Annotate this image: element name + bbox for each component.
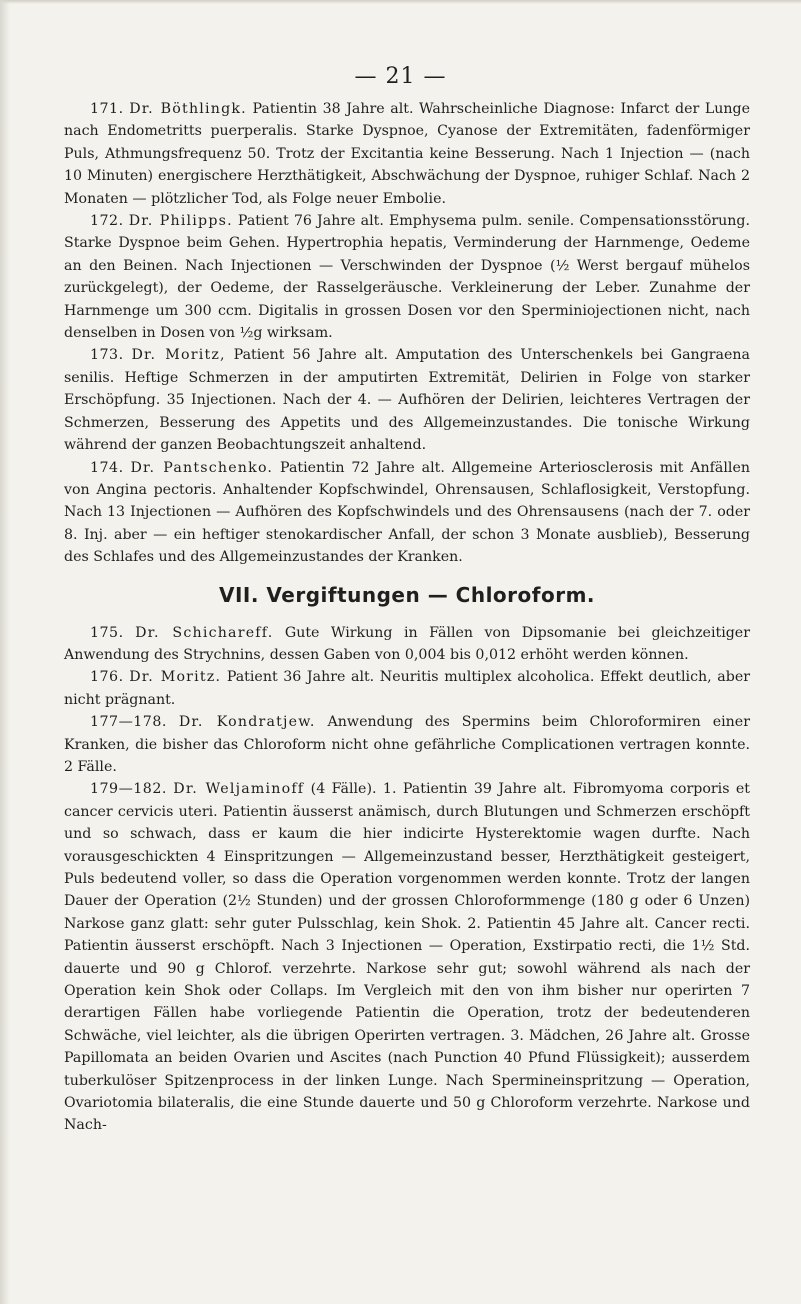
- entry-author: Dr. Schichareff.: [135, 624, 274, 641]
- entry-text: Patientin 72 Jahre alt. Allgemeine Arteriosclerosis mit Anfällen von Angina pectoris. Anhaltender Kopfschwindel, Ohrensausen, Schlaflosigkeit, Verstopfung. Nach 13 Injectionen — Aufhören des Kopfschwindels und des Ohrensausens (nach der 7. oder 8. Inj. aber — ein heftiger stenokardischer Anfall, der schon 3 Monate ausblieb), Besserung des Schlafes und des Allgemeinzustandes der Kranken.: [64, 459, 751, 566]
- entry-number: 174.: [90, 459, 124, 476]
- entry-text: Anwendung des Spermins beim Chloroformiren einer Kranken, die bisher das Chloroform nicht ohne gefährliche Complicationen vertragen konnte. 2 Fälle.: [64, 714, 750, 775]
- entry-number: 177—178.: [90, 714, 167, 731]
- entry-number: 175.: [90, 624, 124, 641]
- entry-text: Patient 56 Jahre alt. Amputation des Unterschenkels bei Gangraena senilis. Heftige Schmerzen in der amputirten Extremität, Delirien in Folge von starker Erschöpfung. 35 Injectionen. Nach der 4. — Aufhören der Delirien, leichteres Vertragen der Schmerzen, Besserung des Appetits und des Allgemeinzustandes. Die tonische Wirkung während der ganzen Beobachtungszeit anhaltend.: [64, 347, 751, 454]
- entry-author: Dr. Pantschenko.: [130, 459, 274, 476]
- entry-text: Patient 76 Jahre alt. Emphysema pulm. senile. Compensationsstörung. Starke Dyspnoe beim Gehen. Hypertrophia hepatis, Verminderung der Harnmenge, Oedeme an den Beinen. Nach Injectionen — Verschwinden der Dyspnoe (½ Werst bergauf mühelos zurückgelegt), der Oedeme, der Rasselgeräusche. Verkleinerung der Leber. Zunahme der Harnmenge um 300 ccm. Digitalis in grossen Dosen vor den Sperminiojectionen nicht, nach denselben in Dosen von ½g wirksam.: [64, 213, 751, 342]
- case-entry: [64, 622, 750, 667]
- case-entry: [64, 210, 750, 344]
- entry-text: (4 Fälle). 1. Patientin 39 Jahre alt. Fibromyoma corporis et cancer cervicis uteri. Patientin äusserst anämisch, durch Blutungen und Schmerzen erschöpft und so schwach, dass er kaum die hier indicirte Hysterektomie wagen durfte. Nach vorausgeschickten 4 Einspritzungen — Allgemeinzustand besser, Herzthätigkeit gesteigert, Puls bedeutend voller, so dass die Operation vorgenommen werden konnte. Trotz der langen Dauer der Operation (2½ Stunden) und der grossen Chloroformmenge (180 g oder 6 Unzen) Narkose ganz glatt: sehr guter Pulsschlag, kein Shok. 2. Patientin 45 Jahre alt. Cancer recti. Patientin äusserst erschöpft. Nach 3 Injectionen — Operation, Exstirpatio recti, die 1½ Std. dauerte und 90 g Chlorof. verzehrte. Narkose sehr gut; sowohl während als nach der Operation kein Shok oder Collaps. Im Vergleich mit den von ihm bisher nur operirten 7 derartigen Fällen habe vorliegende Patientin die Operation, trotz der bedeutenderen Schwäche, viel leichter, als die übrigen Operirten vertragen. 3. Mädchen, 26 Jahre alt. Grosse Papillomata an beiden Ovarien und Ascites (nach Punction 40 Pfund Flüssigkeit); ausserdem tuberkulöser Spitzenprocess in der linken Lunge. Nach Spermineinspritzung — Operation, Ovariotomia bilateralis, die eine Stunde dauerte und 50 g Chloroform verzehrte. Narkose und Nach-: [64, 781, 750, 1134]
- entry-author: Dr. Kondratjew.: [178, 714, 316, 731]
- scan-shadow-left: [0, 0, 10, 1304]
- section-heading: VII. Vergiftungen — Chloroform.: [218, 582, 596, 607]
- case-entry: [64, 98, 750, 210]
- entry-text: Patientin 38 Jahre alt. Wahrscheinliche Diagnose: Infarct der Lunge nach Endometritts puerperalis. Starke Dyspnoe, Cyanose der Extremitäten, fadenförmiger Puls, Athmungsfrequenz 50. Trotz der Excitantia keine Besserung. Nach 1 Injection — (nach 10 Minuten) energischere Herzthätigkeit, Abschwächung der Dyspnoe, ruhiger Schlaf. Nach 2 Monaten — plötzlicher Tod, als Folge neuer Embolie.: [64, 101, 751, 207]
- case-entry: [64, 666, 750, 711]
- entry-author: Dr. Böthlingk.: [129, 101, 247, 117]
- entry-author: Dr. Moritz.: [129, 669, 222, 686]
- entry-text: Gute Wirkung in Fällen von Dipsomanie bei gleichzeitiger Anwendung des Strychnins, dessen Gaben von 0,004 bis 0,012 erhöht werden können.: [64, 624, 750, 663]
- page-number: — 21 —: [354, 64, 447, 89]
- entry-author: Dr. Moritz,: [131, 347, 226, 364]
- case-entry: [64, 711, 750, 778]
- case-entry: [64, 778, 750, 1137]
- entry-author: Dr. Philipps.: [128, 213, 233, 230]
- entry-number: 172.: [90, 213, 124, 230]
- case-entry: [64, 457, 750, 569]
- entry-number: 173.: [90, 347, 124, 364]
- case-entry: [64, 344, 750, 456]
- entry-number: 179—182.: [90, 781, 167, 798]
- entry-number: 171.: [90, 101, 124, 117]
- entry-author: Dr. Weljaminoff: [173, 781, 305, 798]
- entry-number: 176.: [90, 669, 124, 686]
- scan-shadow-top: [0, 0, 801, 4]
- body-text: [64, 98, 750, 1137]
- entry-text: Patient 36 Jahre alt. Neuritis multiplex alcoholica. Effekt deutlich, aber nicht prägnant.: [64, 669, 750, 708]
